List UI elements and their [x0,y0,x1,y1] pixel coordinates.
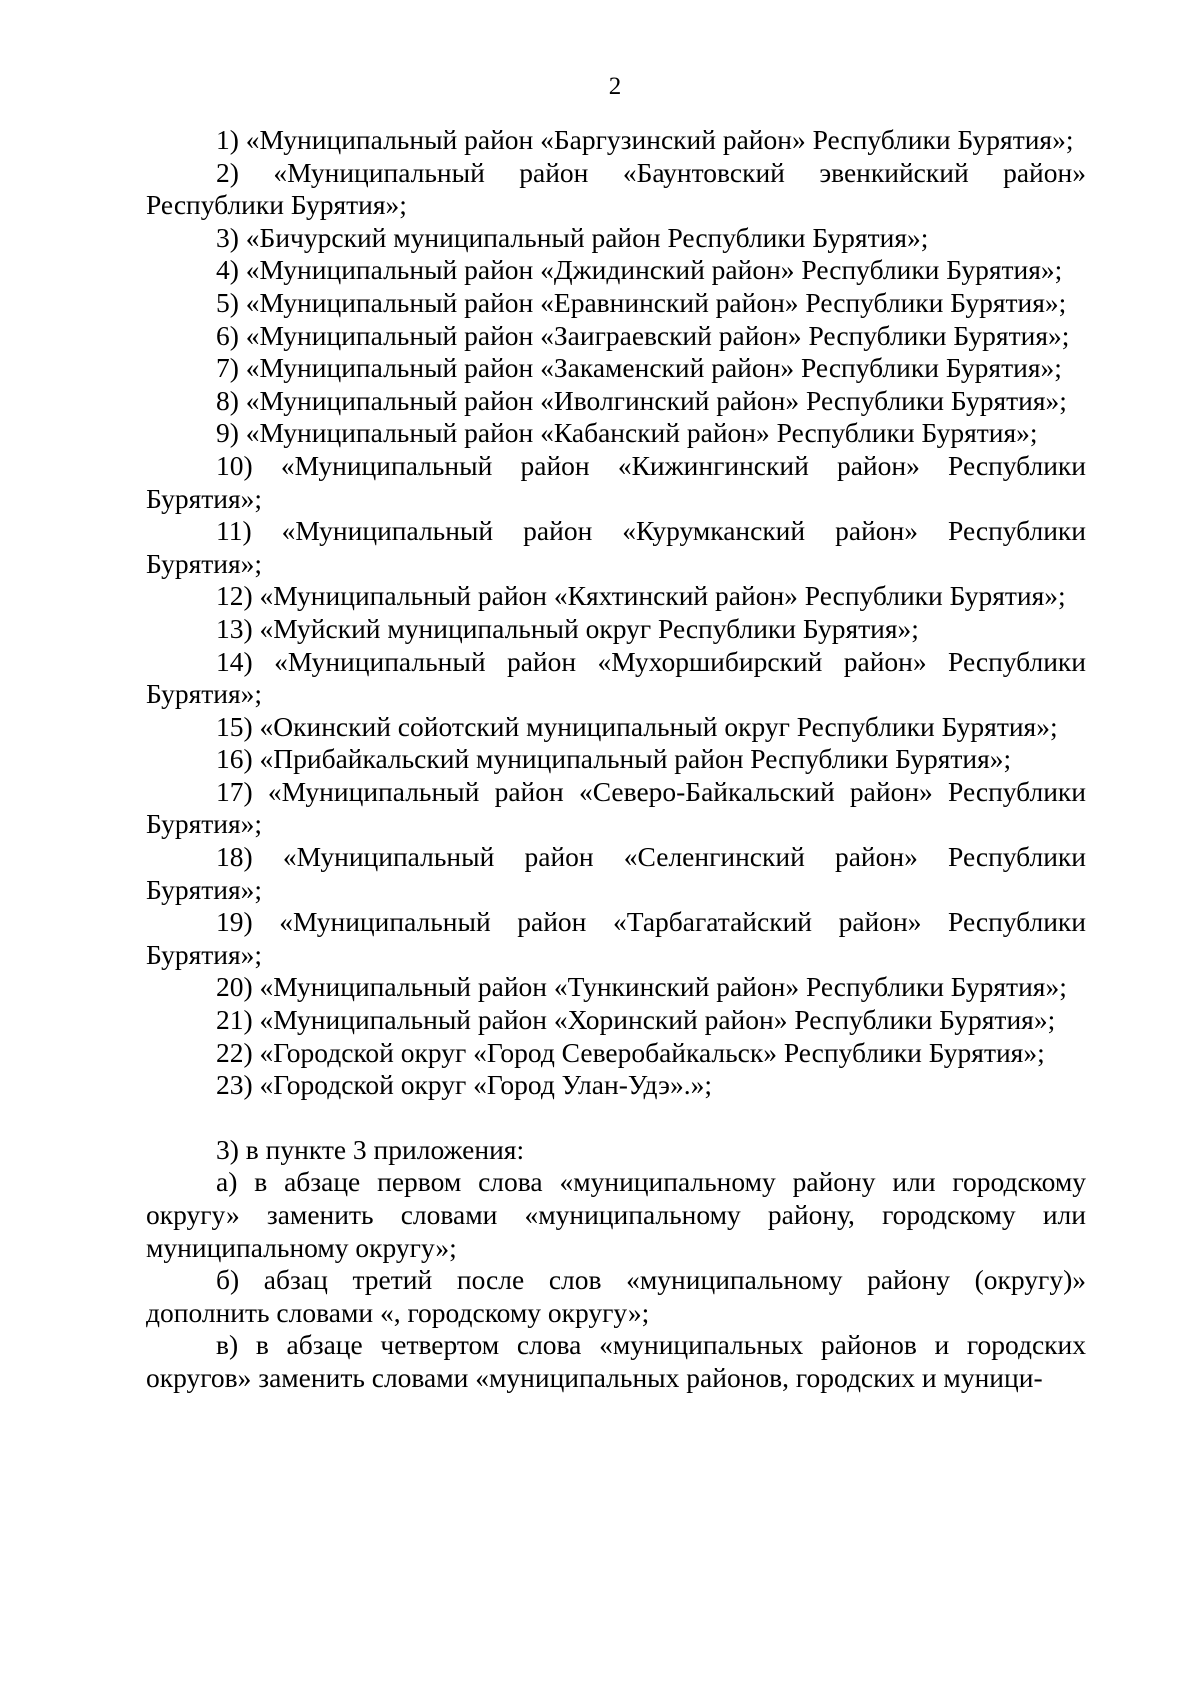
paragraph-gap [146,1102,1086,1134]
list-item: 12) «Муниципальный район «Кяхтинский район» Республики Бурятия»; [216,580,1066,612]
list-item: 9) «Муниципальный район «Кабанский район» Республики Бурятия»; [216,417,1038,449]
list-item: 6) «Муниципальный район «Заиграевский район» Республики Бурятия»; [216,319,1070,351]
list-item: 19) «Муниципальный район «Тарбагатайский район» Республики Бурятия»; [146,906,1086,970]
list-item: 22) «Городской округ «Город Северобайкальск» Республики Бурятия»; [216,1036,1045,1068]
list-item: 16) «Прибайкальский муниципальный район Республики Бурятия»; [216,743,1012,775]
list-item: 20) «Муниципальный район «Тункинский район» Республики Бурятия»; [216,971,1067,1003]
list-item: 5) «Муниципальный район «Еравнинский район» Республики Бурятия»; [216,286,1067,318]
list-item: 11) «Муниципальный район «Курумканский район» Республики Бурятия»; [146,515,1086,579]
list-item: 7) «Муниципальный район «Закаменский район» Республики Бурятия»; [216,352,1062,384]
amendments-section [146,1134,1086,1395]
list-item: 3) «Бичурский муниципальный район Республики Бурятия»; [216,221,929,253]
document-body [146,124,1086,1395]
list-item: 2) «Муниципальный район «Баунтовский эвенкийский район» Республики Бурятия»; [146,156,1086,221]
list-item: 10) «Муниципальный район «Кижингинский район» Республики Бурятия»; [146,449,1086,514]
list-item: 4) «Муниципальный район «Джидинский район» Республики Бурятия»; [216,254,1063,286]
municipality-list [146,124,1086,1102]
page-number: 2 [608,73,622,100]
amendments-heading: 3) в пункте 3 приложения: [216,1133,525,1165]
amendment-item: б) абзац третий после слов «муниципальному району (округу)» дополнить словами «, городскому округу»; [146,1264,1086,1328]
list-item: 21) «Муниципальный район «Хоринский район» Республики Бурятия»; [216,1004,1056,1036]
list-item: 8) «Муниципальный район «Иволгинский район» Республики Бурятия»; [216,384,1067,416]
list-item: 1) «Муниципальный район «Баргузинский район» Республики Бурятия»; [216,124,1074,155]
amendment-item: а) в абзаце первом слова «муниципальному району или городскому округу» заменить словами «муниципальному району, городскому или муниципальному округу»; [146,1166,1086,1263]
list-item: 17) «Муниципальный район «Северо-Байкальский район» Республики Бурятия»; [146,775,1086,840]
list-item: 14) «Муниципальный район «Мухоршибирский район» Республики Бурятия»; [146,645,1086,710]
list-item: 13) «Муйский муниципальный округ Республики Бурятия»; [216,612,919,644]
list-item: 15) «Окинский сойотский муниципальный округ Республики Бурятия»; [216,710,1058,742]
list-item: 23) «Городской округ «Город Улан-Удэ».»; [216,1069,712,1101]
amendment-item: в) в абзаце четвертом слова «муниципальных районов и городских округов» заменить словами «муниципальных районов, городских и муници- [146,1329,1086,1393]
list-item: 18) «Муниципальный район «Селенгинский район» Республики Бурятия»; [146,841,1086,905]
